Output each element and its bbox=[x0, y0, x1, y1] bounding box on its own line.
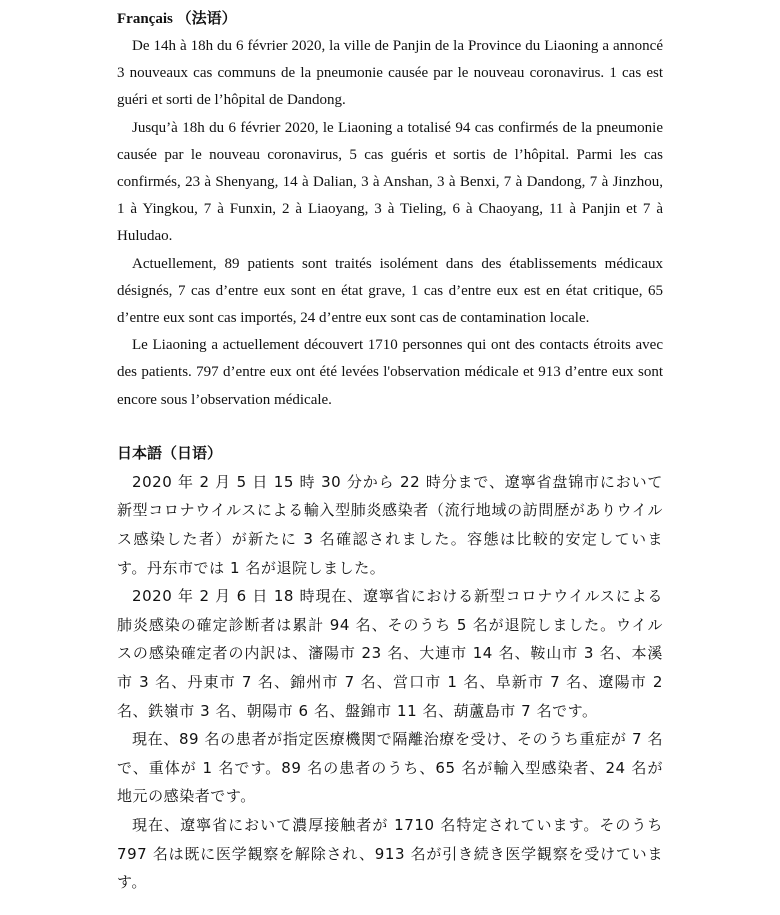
french-section bbox=[117, 6, 663, 414]
document-page bbox=[117, 6, 663, 897]
japanese-paragraph-4: 現在、遼寧省において濃厚接触者が 1710 名特定されています。そのうち 797 名は既に医学観察を解除され、913 名が引き続き医学観察を受けています。 bbox=[117, 815, 663, 892]
french-heading: Français （法语） bbox=[117, 11, 237, 27]
japanese-paragraph-1: 2020 年 2 月 5 日 15 時 30 分から 22 時分まで、遼寧省盘锦市において新型コロナウイルスによる輸入型肺炎感染者（流行地域の訪問歴がありウイルス感染した者）が新たに 3 名確認されました。容態は比較的安定しています。丹东市では 1 名が退院しました。 bbox=[117, 472, 663, 577]
japanese-paragraph-3: 現在、89 名の患者が指定医療機関で隔離治療を受け、そのうち重症が 7 名で、重体が 1 名です。89 名の患者のうち、65 名が輸入型感染者、24 名が地元の感染者です。 bbox=[117, 730, 663, 806]
french-paragraph-2: Jusqu’à 18h du 6 février 2020, le Liaoning a totalisé 94 cas confirmés de la pneumonie causée par le nouveau coronavirus, 5 cas guéris et sortis de l’hôpital. Parmi les cas confirmés, 23 à Shenyang, 14 à Dalian, 3 à Anshan, 3 à Benxi, 7 à Dandong, 7 à Jinzhou, 1 à Yingkou, 7 à Funxin, 2 à Liaoyang, 3 à Tieling, 6 à Chaoyang, 11 à Panjin et 7 à Huludao. bbox=[117, 119, 663, 245]
french-paragraph-1: De 14h à 18h du 6 février 2020, la ville de Panjin de la Province du Liaoning a annoncé 3 nouveaux cas communs de la pneumonie causée par le nouveau coronavirus. 1 cas est guéri et sorti de l’hôpital de Dandong. bbox=[117, 38, 663, 109]
section-spacer bbox=[117, 414, 663, 441]
japanese-section bbox=[117, 441, 663, 897]
french-paragraph-3: Actuellement, 89 patients sont traités isolément dans des établissements médicaux désignés, 7 cas d’entre eux sont en état grave, 1 cas d’entre eux est en état critique, 65 d’entre eux sont cas importés, 24 d’entre eux sont cas de contamination locale. bbox=[117, 255, 663, 327]
japanese-heading: 日本語（日语） bbox=[117, 445, 223, 462]
japanese-paragraph-2: 2020 年 2 月 6 日 18 時現在、遼寧省における新型コロナウイルスによる肺炎感染の確定診断者は累計 94 名、そのうち 5 名が退院しました。ウイルスの感染確定者の内訳は、瀋陽市 23 名、大連市 14 名、鞍山市 3 名、本溪市 3 名、丹東市 7 名、錦州市 7 名、営口市 1 名、阜新市 7 名、遼陽市 2 名、鉄嶺市 3 名、朝陽市 6 名、盤錦市 11 名、葫蘆島市 7 名です。 bbox=[117, 587, 663, 720]
french-paragraph-4: Le Liaoning a actuellement découvert 1710 personnes qui ont des contacts étroits avec des patients. 797 d’entre eux ont été levées l'observation médicale et 913 d’entre eux sont encore sous l’observation médicale. bbox=[117, 337, 663, 408]
